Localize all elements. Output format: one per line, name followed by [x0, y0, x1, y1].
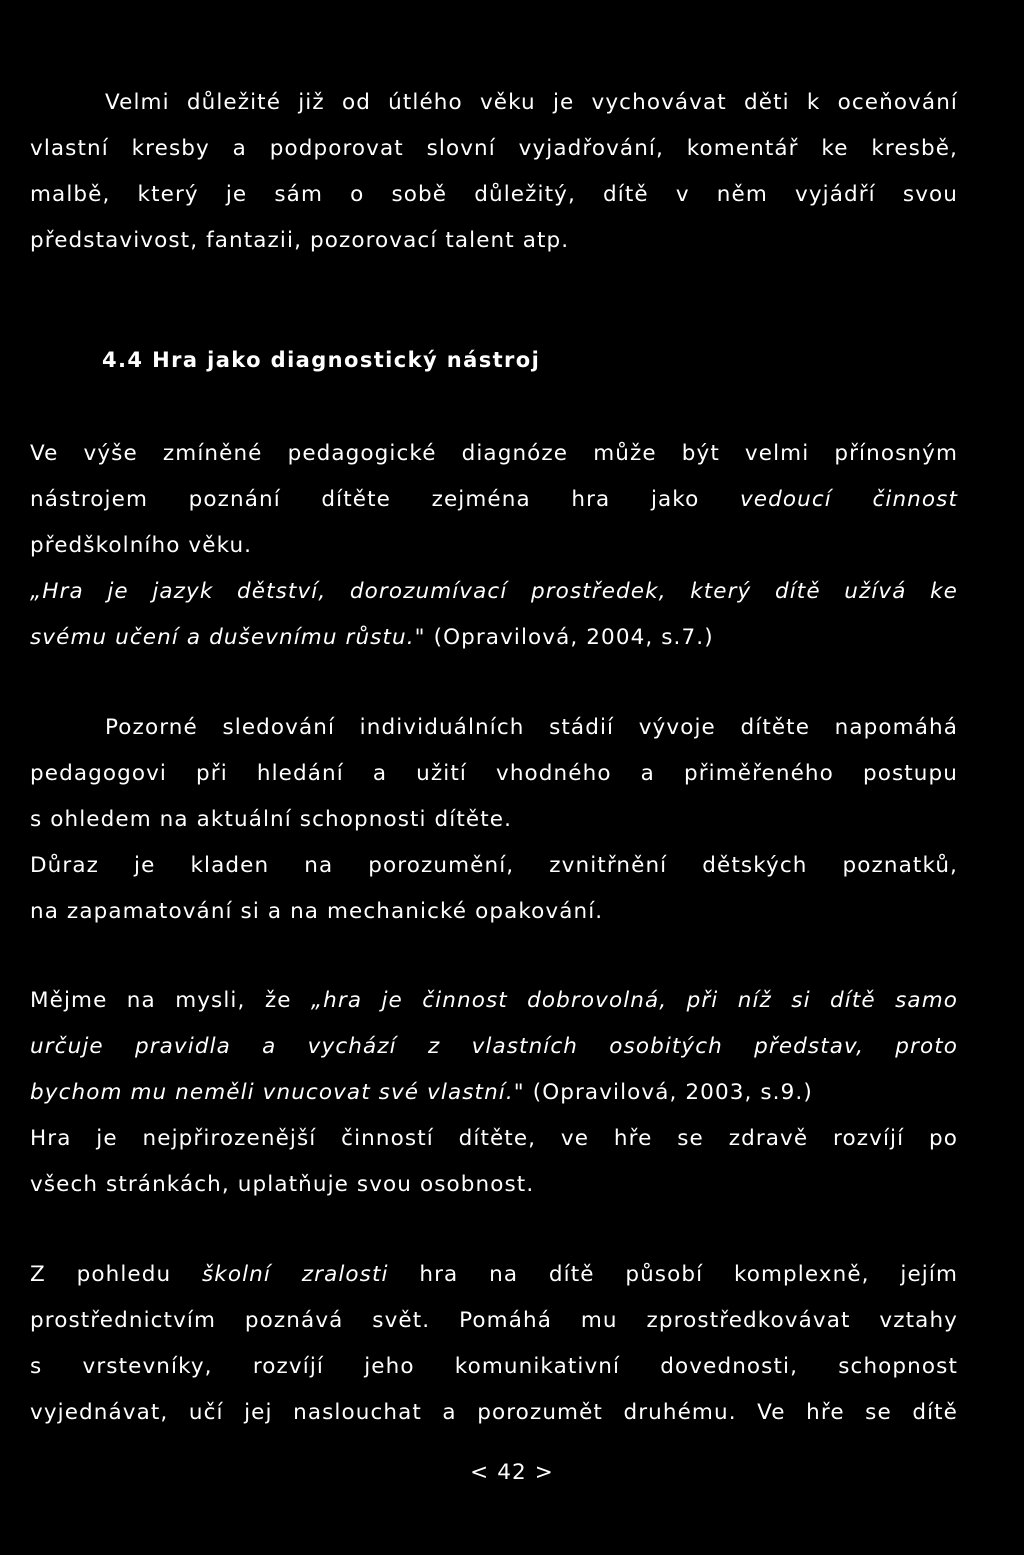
text-run: Mějme na mysli, že — [30, 988, 311, 1013]
text-line: všech stránkách, uplatňuje svou osobnost. — [30, 1172, 535, 1197]
text-line: Pozorné sledování individuálních stádií vývoje dítěte napomáhá — [105, 715, 958, 740]
quote-text: „hra je činnost dobrovolná, při níž si dítě samo — [310, 988, 958, 1013]
text-line — [30, 569, 958, 615]
citation: (Opravilová, 2003, s.9.) — [524, 1080, 813, 1105]
text-line: s vrstevníky, rozvíjí jeho komunikativní dovednosti, schopnost — [30, 1354, 958, 1379]
text-line — [30, 477, 958, 523]
quote-text: „Hra je jazyk dětství, dorozumívací prostředek, který dítě užívá ke — [30, 579, 958, 604]
text-line: vlastní kresby a podporovat slovní vyjadřování, komentář ke kresbě, — [30, 136, 958, 161]
text-line: Ve výše zmíněné pedagogické diagnóze může být velmi přínosným — [30, 441, 958, 466]
emphasis-text: školní zralosti — [202, 1262, 389, 1287]
page-number: < 42 > — [470, 1460, 554, 1485]
paragraph-2 — [30, 431, 958, 569]
text-line — [30, 1070, 958, 1116]
text-line: představivost, fantazii, pozorovací talent atp. — [30, 228, 570, 253]
text-run: Z pohledu — [30, 1262, 202, 1287]
text-line — [30, 1252, 958, 1298]
text-line: Důraz je kladen na porozumění, zvnitřnění dětských poznatků, — [30, 853, 958, 878]
text-line: pedagogovi při hledání a užití vhodného a přiměřeného postupu — [30, 761, 958, 786]
text-line: Velmi důležité již od útlého věku je vychovávat děti k oceňování — [105, 90, 958, 115]
heading-text: 4.4 Hra jako diagnostický nástroj — [102, 348, 541, 372]
text-line: předškolního věku. — [30, 533, 253, 558]
text-run: nástrojem poznání dítěte zejména hra jako — [30, 487, 740, 512]
text-line: na zapamatování si a na mechanické opakování. — [30, 899, 604, 924]
text-line — [30, 978, 958, 1024]
quote-text: bychom mu neměli vnucovat své vlastní." — [30, 1080, 525, 1105]
section-heading — [30, 337, 958, 383]
text-run: hra na dítě působí komplexně, jejím — [388, 1262, 958, 1287]
paragraph-5 — [30, 1252, 958, 1436]
emphasis-text: vedoucí činnost — [739, 487, 958, 512]
text-line: malbě, který je sám o sobě důležitý, dítě v něm vyjádří svou — [30, 182, 958, 207]
text-line: prostřednictvím poznává svět. Pomáhá mu zprostředkovávat vztahy — [30, 1308, 958, 1333]
citation: (Opravilová, 2004, s.7.) — [425, 625, 714, 650]
quote-text: určuje pravidla a vychází z vlastních osobitých představ, proto — [30, 1034, 958, 1059]
text-line: Hra je nejpřirozenější činností dítěte, ve hře se zdravě rozvíjí po — [30, 1126, 958, 1151]
quote-1 — [30, 569, 958, 661]
text-line — [30, 1024, 958, 1070]
paragraph-1 — [30, 80, 958, 264]
text-line: vyjednávat, učí jej naslouchat a porozumět druhému. Ve hře se dítě — [30, 1400, 958, 1425]
paragraph-3 — [30, 705, 958, 935]
paragraph-4 — [30, 978, 958, 1208]
text-line — [30, 615, 958, 661]
text-line: s ohledem na aktuální schopnosti dítěte. — [30, 807, 513, 832]
quote-text: svému učení a duševnímu růstu." — [30, 625, 426, 650]
